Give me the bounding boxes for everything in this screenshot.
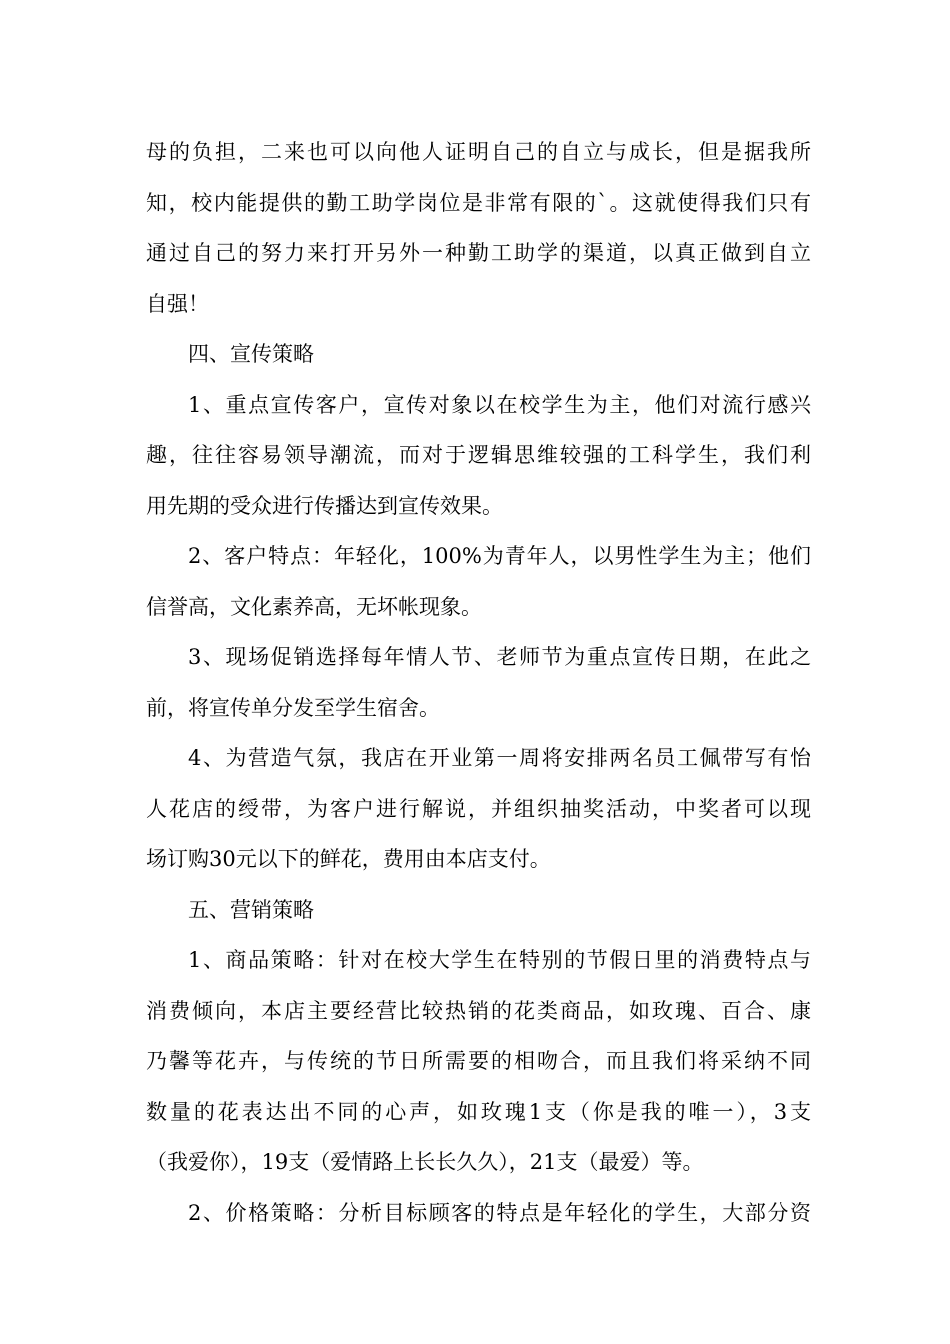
section-heading: 四、宣传策略 [188, 342, 314, 366]
text-line: 用先期的受众进行传播达到宣传效果。 [146, 493, 503, 518]
document-body [146, 127, 811, 1238]
text-line: 知，校内能提供的勤工助学岗位是非常有限的`。这就使得我们只有 [146, 190, 811, 215]
text-line: 2、客户特点：年轻化，100%为青年人，以男性学生为主；他们 [188, 544, 811, 568]
text-line: 3、现场促销选择每年情人节、老师节为重点宣传日期，在此之 [188, 645, 811, 669]
text-line: 乃馨等花卉，与传统的节日所需要的相吻合，而且我们将采纳不同 [146, 1049, 811, 1073]
text-line: 2、价格策略：分析目标顾客的特点是年轻化的学生，大部分资 [188, 1200, 811, 1225]
section-heading: 五、营销策略 [188, 897, 314, 922]
text-line: 1、商品策略：针对在校大学生在特别的节假日里的消费特点与 [188, 948, 811, 972]
text-line: 人花店的绶带，为客户进行解说，并组织抽奖活动，中奖者可以现 [146, 796, 811, 821]
text-line: 自强！ [146, 291, 209, 316]
text-line: （我爱你），19支（爱情路上长长久久），21支（最爱）等。 [146, 1150, 704, 1174]
text-line: 前，将宣传单分发至学生宿舍。 [146, 695, 440, 720]
text-line: 1、重点宣传客户，宣传对象以在校学生为主，他们对流行感兴 [188, 392, 811, 417]
text-line: 信誉高，文化素养高，无坏帐现象。 [146, 594, 482, 619]
text-line: 趣，往往容易领导潮流，而对于逻辑思维较强的工科学生，我们利 [146, 443, 811, 467]
text-line: 母的负担，二来也可以向他人证明自己的自立与成长，但是据我所 [146, 140, 811, 164]
text-line: 通过自己的努力来打开另外一种勤工助学的渠道，以真正做到自立 [146, 241, 811, 265]
text-line: 消费倾向，本店主要经营比较热销的花类商品，如玫瑰、百合、康 [146, 998, 811, 1023]
text-line: 场订购30元以下的鲜花，费用由本店支付。 [146, 847, 551, 871]
text-line: 4、为营造气氛，我店在开业第一周将安排两名员工佩带写有怡 [188, 746, 811, 770]
text-line: 数量的花表达出不同的心声，如玫瑰1支（你是我的唯一），3支 [146, 1099, 811, 1124]
